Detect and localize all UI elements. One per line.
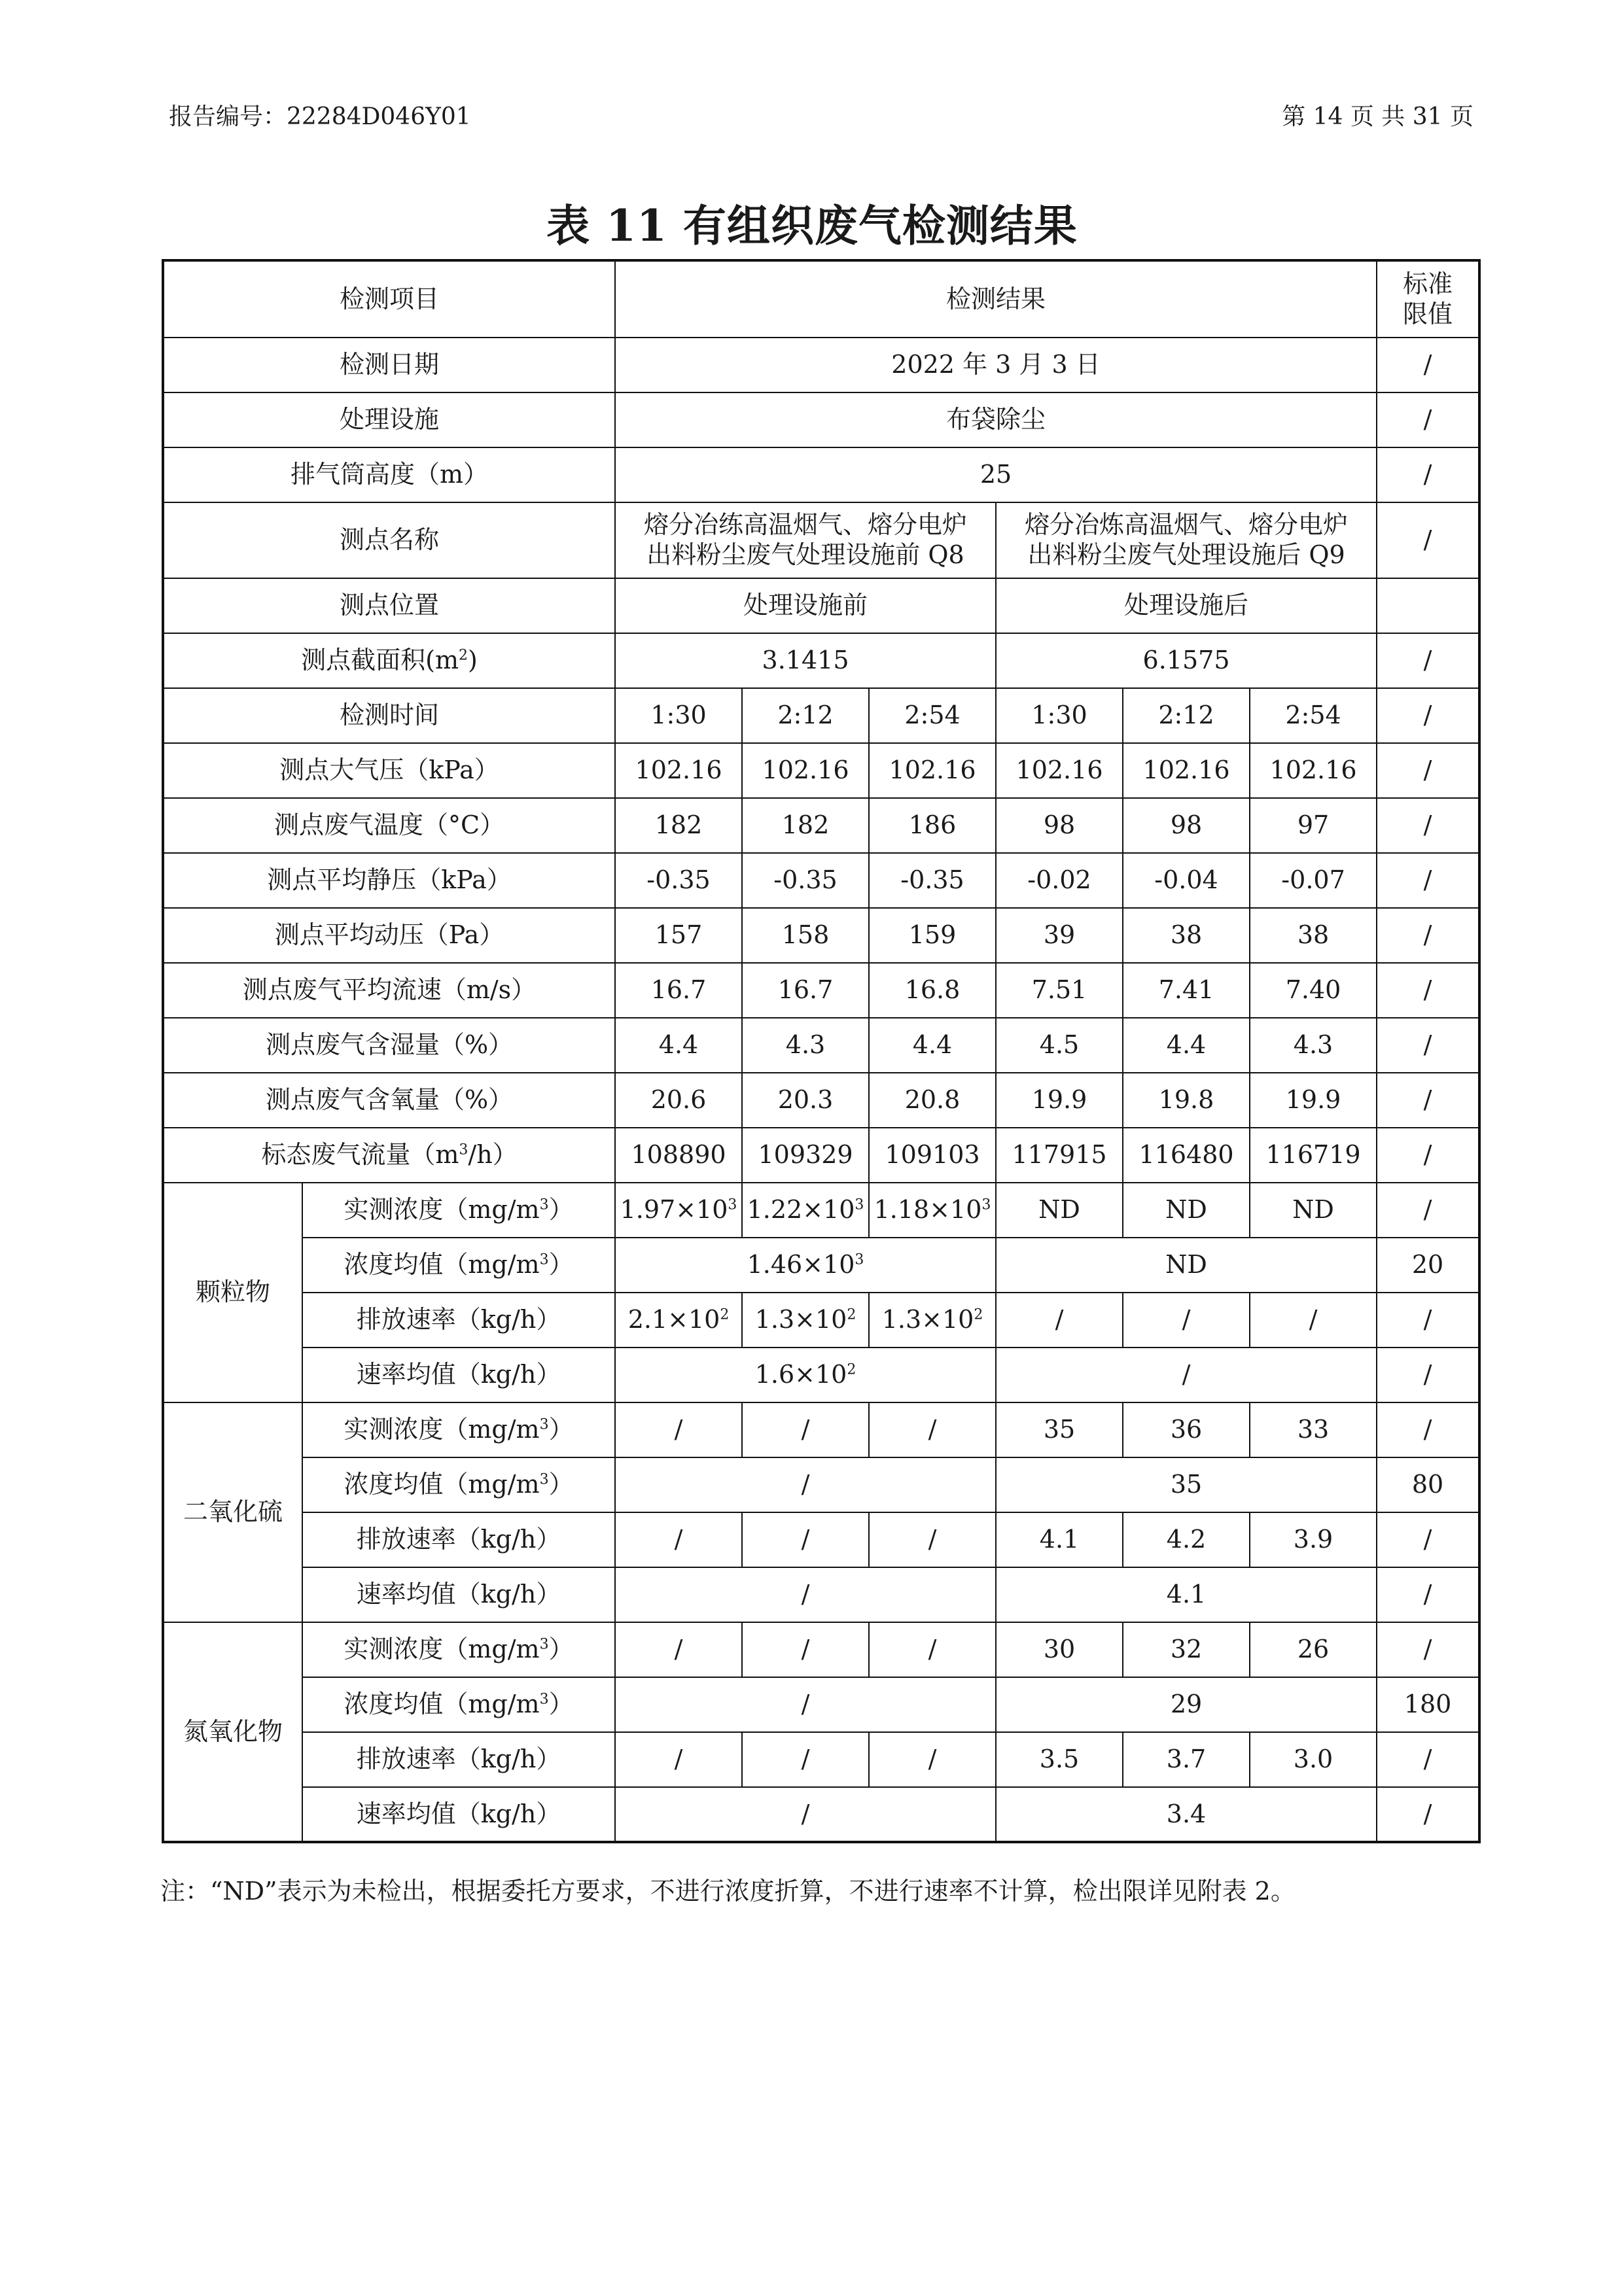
nox-rate-row — [163, 1732, 1479, 1787]
value-cell: 159 — [869, 908, 996, 963]
value-cell: 36 — [1123, 1402, 1250, 1457]
value-cell: 4.5 — [996, 1018, 1123, 1073]
value-cell: / — [742, 1402, 869, 1457]
value-cell: 182 — [742, 798, 869, 853]
sub-label: 速率均值（kg/h） — [302, 1348, 615, 1402]
header-result: 检测结果 — [615, 260, 1377, 338]
value-cell: 39 — [996, 908, 1123, 963]
row-label: 测点位置 — [163, 578, 615, 633]
value-cell: / — [615, 1512, 742, 1567]
value-cell: 3.7 — [1123, 1732, 1250, 1787]
limit-cell: / — [1377, 853, 1479, 908]
value-cell: / — [615, 1567, 996, 1622]
limit-cell: / — [1377, 963, 1479, 1018]
value-cell: ND — [1123, 1183, 1250, 1238]
value-cell: 7.40 — [1250, 963, 1377, 1018]
row-label: 测点废气平均流速（m/s） — [163, 963, 615, 1018]
results-table — [162, 259, 1481, 1843]
row-label: 测点名称 — [163, 502, 615, 578]
value-cell: 102.16 — [1250, 743, 1377, 798]
header-limit: 标准 限值 — [1377, 260, 1479, 338]
date-row — [163, 338, 1479, 392]
value-cell: 4.2 — [1123, 1512, 1250, 1567]
value-cell: 3.5 — [996, 1732, 1123, 1787]
value-cell: -0.35 — [869, 853, 996, 908]
value-cell: 4.1 — [996, 1512, 1123, 1567]
value-cell: 108890 — [615, 1128, 742, 1183]
value-cell: 98 — [1123, 798, 1250, 853]
row-label: 测点平均静压（kPa） — [163, 853, 615, 908]
section-area-row — [163, 633, 1479, 688]
row-label: 标态废气流量$(m^3/h)$ — [163, 1128, 615, 1183]
row-label: 处理设施 — [163, 392, 615, 447]
data-row — [163, 688, 1479, 743]
value-cell: / — [615, 1402, 742, 1457]
facility-value: 布袋除尘 — [615, 392, 1377, 447]
pm-rate-avg-row — [163, 1348, 1479, 1402]
nox-avg-row — [163, 1677, 1479, 1732]
value-cell: 7.51 — [996, 963, 1123, 1018]
value-cell: $1.22\times 10^3$ — [742, 1183, 869, 1238]
limit-cell: / — [1377, 1293, 1479, 1348]
limit-cell: / — [1377, 338, 1479, 392]
row-label: 测点大气压（kPa） — [163, 743, 615, 798]
limit-cell: / — [1377, 1787, 1479, 1842]
sub-label: 浓度均值$(mg/m^3)$ — [302, 1238, 615, 1293]
value-cell: 4.4 — [615, 1018, 742, 1073]
value-cell: / — [615, 1677, 996, 1732]
data-row — [163, 1073, 1479, 1128]
value-cell: 32 — [1123, 1622, 1250, 1677]
row-label: 测点废气温度（°C） — [163, 798, 615, 853]
footnote: 注：“ND”表示为未检出，根据委托方要求，不进行浓度折算，不进行速率不计算，检出限详见附表 2。 — [160, 1877, 1296, 1905]
point-name-after: 熔分冶炼高温烟气、熔分电炉 出料粉尘废气处理设施后 Q9 — [996, 502, 1377, 578]
limit-cell: / — [1377, 447, 1479, 502]
value-cell: 4.3 — [742, 1018, 869, 1073]
value-cell: / — [1250, 1293, 1377, 1348]
limit-cell: / — [1377, 1512, 1479, 1567]
value-cell: 30 — [996, 1622, 1123, 1677]
value-cell: / — [742, 1732, 869, 1787]
value-cell: -0.35 — [615, 853, 742, 908]
value-cell: $1.97\times 10^3$ — [615, 1183, 742, 1238]
value-cell: 2:12 — [742, 688, 869, 743]
point-location-row — [163, 578, 1479, 633]
limit-cell: / — [1377, 1018, 1479, 1073]
value-cell: 102.16 — [1123, 743, 1250, 798]
value-cell: ND — [996, 1183, 1123, 1238]
row-label: 测点平均动压（Pa） — [163, 908, 615, 963]
value-cell: -0.04 — [1123, 853, 1250, 908]
row-label: 测点截面积$(m^2)$ — [163, 633, 615, 688]
value-cell: 182 — [615, 798, 742, 853]
facility-row — [163, 392, 1479, 447]
value-cell: / — [1123, 1293, 1250, 1348]
so2-conc-row — [163, 1402, 1479, 1457]
date-value: 2022 年 3 月 3 日 — [615, 338, 1377, 392]
limit-cell: 80 — [1377, 1457, 1479, 1512]
sub-label: 实测浓度$(mg/m^3)$ — [302, 1402, 615, 1457]
limit-cell: / — [1377, 908, 1479, 963]
value-cell: 20.8 — [869, 1073, 996, 1128]
value-cell: $1.3\times 10^2$ — [742, 1293, 869, 1348]
stack-height-value: 25 — [615, 447, 1377, 502]
value-cell: 35 — [996, 1402, 1123, 1457]
so2-avg-row — [163, 1457, 1479, 1512]
value-cell: / — [869, 1402, 996, 1457]
value-cell: 4.4 — [1123, 1018, 1250, 1073]
value-cell: 1:30 — [615, 688, 742, 743]
nox-conc-row — [163, 1622, 1479, 1677]
limit-cell: / — [1377, 502, 1479, 578]
sub-label: 排放速率（kg/h） — [302, 1732, 615, 1787]
pm-conc-row — [163, 1183, 1479, 1238]
value-cell: 29 — [996, 1677, 1377, 1732]
data-row — [163, 963, 1479, 1018]
value-cell: 157 — [615, 908, 742, 963]
value-cell: 2:54 — [1250, 688, 1377, 743]
pollutant-name: 二氧化硫 — [163, 1402, 302, 1622]
value-cell: 3.0 — [1250, 1732, 1377, 1787]
so2-rate-row — [163, 1512, 1479, 1567]
value-cell: 102.16 — [742, 743, 869, 798]
value-cell: 7.41 — [1123, 963, 1250, 1018]
limit-cell: / — [1377, 1073, 1479, 1128]
value-cell: / — [996, 1348, 1377, 1402]
data-row — [163, 908, 1479, 963]
location-before: 处理设施前 — [615, 578, 996, 633]
data-row — [163, 798, 1479, 853]
limit-cell: / — [1377, 633, 1479, 688]
page-number: 第 14 页 共 31 页 — [1282, 103, 1474, 130]
value-cell: 19.8 — [1123, 1073, 1250, 1128]
value-cell: 102.16 — [869, 743, 996, 798]
value-cell: 35 — [996, 1457, 1377, 1512]
value-cell: 38 — [1123, 908, 1250, 963]
value-cell: / — [615, 1787, 996, 1842]
sub-label: 排放速率（kg/h） — [302, 1293, 615, 1348]
sub-label: 实测浓度$(mg/m^3)$ — [302, 1622, 615, 1677]
value-cell: 4.4 — [869, 1018, 996, 1073]
pm-rate-row — [163, 1293, 1479, 1348]
value-cell: 3.9 — [1250, 1512, 1377, 1567]
value-cell: / — [742, 1512, 869, 1567]
so2-rate-avg-row — [163, 1567, 1479, 1622]
report-number: 报告编号：22284D046Y01 — [169, 103, 471, 130]
limit-cell: / — [1377, 1348, 1479, 1402]
value-cell: ND — [996, 1238, 1377, 1293]
value-cell: -0.02 — [996, 853, 1123, 908]
value-cell: 2:54 — [869, 688, 996, 743]
value-cell: 97 — [1250, 798, 1377, 853]
pm-avg-row — [163, 1238, 1479, 1293]
value-cell: / — [742, 1622, 869, 1677]
value-cell: 116719 — [1250, 1128, 1377, 1183]
limit-cell: / — [1377, 1128, 1479, 1183]
value-cell: 109329 — [742, 1128, 869, 1183]
value-cell: 19.9 — [1250, 1073, 1377, 1128]
limit-cell: / — [1377, 688, 1479, 743]
value-cell: 2:12 — [1123, 688, 1250, 743]
value-cell: 20.3 — [742, 1073, 869, 1128]
value-cell: 4.3 — [1250, 1018, 1377, 1073]
value-cell: 16.7 — [742, 963, 869, 1018]
table-title: 表 11 有组织废气检测结果 — [546, 200, 1078, 251]
value-cell: -0.35 — [742, 853, 869, 908]
value-cell: 186 — [869, 798, 996, 853]
header-item: 检测项目 — [163, 260, 615, 338]
pollutant-name: 氮氧化物 — [163, 1622, 302, 1842]
limit-cell: 180 — [1377, 1677, 1479, 1732]
sub-label: 浓度均值$(mg/m^3)$ — [302, 1677, 615, 1732]
limit-cell: / — [1377, 1567, 1479, 1622]
limit-cell: / — [1377, 1622, 1479, 1677]
value-cell: 26 — [1250, 1622, 1377, 1677]
value-cell: / — [869, 1622, 996, 1677]
data-row — [163, 743, 1479, 798]
location-after: 处理设施后 — [996, 578, 1377, 633]
value-cell: / — [869, 1512, 996, 1567]
header-row — [163, 260, 1479, 338]
value-cell: 102.16 — [996, 743, 1123, 798]
value-cell: 3.4 — [996, 1787, 1377, 1842]
value-cell: -0.07 — [1250, 853, 1377, 908]
value-cell: $2.1\times 10^2$ — [615, 1293, 742, 1348]
limit-cell: / — [1377, 392, 1479, 447]
value-cell: $1.6\times 10^2$ — [615, 1348, 996, 1402]
value-cell: $1.3\times 10^2$ — [869, 1293, 996, 1348]
sub-label: 速率均值（kg/h） — [302, 1787, 615, 1842]
data-row — [163, 1018, 1479, 1073]
area-after: 6.1575 — [996, 633, 1377, 688]
value-cell: 4.1 — [996, 1567, 1377, 1622]
row-label: 排气筒高度（m） — [163, 447, 615, 502]
value-cell: 117915 — [996, 1128, 1123, 1183]
data-row — [163, 853, 1479, 908]
pollutant-name: 颗粒物 — [163, 1183, 302, 1402]
row-label: 检测时间 — [163, 688, 615, 743]
value-cell: 116480 — [1123, 1128, 1250, 1183]
limit-cell: / — [1377, 743, 1479, 798]
row-label: 测点废气含湿量（%） — [163, 1018, 615, 1073]
value-cell: 33 — [1250, 1402, 1377, 1457]
value-cell: 16.8 — [869, 963, 996, 1018]
value-cell: / — [615, 1622, 742, 1677]
value-cell: $1.46\times 10^3$ — [615, 1238, 996, 1293]
value-cell: 19.9 — [996, 1073, 1123, 1128]
value-cell: / — [869, 1732, 996, 1787]
limit-cell: / — [1377, 798, 1479, 853]
value-cell: / — [615, 1457, 996, 1512]
value-cell: 20.6 — [615, 1073, 742, 1128]
row-label: 测点废气含氧量（%） — [163, 1073, 615, 1128]
limit-cell: / — [1377, 1732, 1479, 1787]
sub-label: 实测浓度$(mg/m^3)$ — [302, 1183, 615, 1238]
flow-row — [163, 1128, 1479, 1183]
value-cell: $1.18\times 10^3$ — [869, 1183, 996, 1238]
row-label: 检测日期 — [163, 338, 615, 392]
value-cell: 16.7 — [615, 963, 742, 1018]
limit-cell: / — [1377, 1402, 1479, 1457]
value-cell: 158 — [742, 908, 869, 963]
value-cell: 1:30 — [996, 688, 1123, 743]
value-cell: / — [996, 1293, 1123, 1348]
point-name-before: 熔分冶练高温烟气、熔分电炉 出料粉尘废气处理设施前 Q8 — [615, 502, 996, 578]
area-before: 3.1415 — [615, 633, 996, 688]
sub-label: 速率均值（kg/h） — [302, 1567, 615, 1622]
sub-label: 排放速率（kg/h） — [302, 1512, 615, 1567]
stack-height-row — [163, 447, 1479, 502]
nox-rate-avg-row — [163, 1787, 1479, 1842]
value-cell: 38 — [1250, 908, 1377, 963]
sub-label: 浓度均值$(mg/m^3)$ — [302, 1457, 615, 1512]
value-cell: / — [615, 1732, 742, 1787]
value-cell: 102.16 — [615, 743, 742, 798]
value-cell: 98 — [996, 798, 1123, 853]
point-name-row — [163, 502, 1479, 578]
limit-cell: / — [1377, 1183, 1479, 1238]
value-cell: ND — [1250, 1183, 1377, 1238]
limit-cell: 20 — [1377, 1238, 1479, 1293]
limit-cell — [1377, 578, 1479, 633]
value-cell: 109103 — [869, 1128, 996, 1183]
